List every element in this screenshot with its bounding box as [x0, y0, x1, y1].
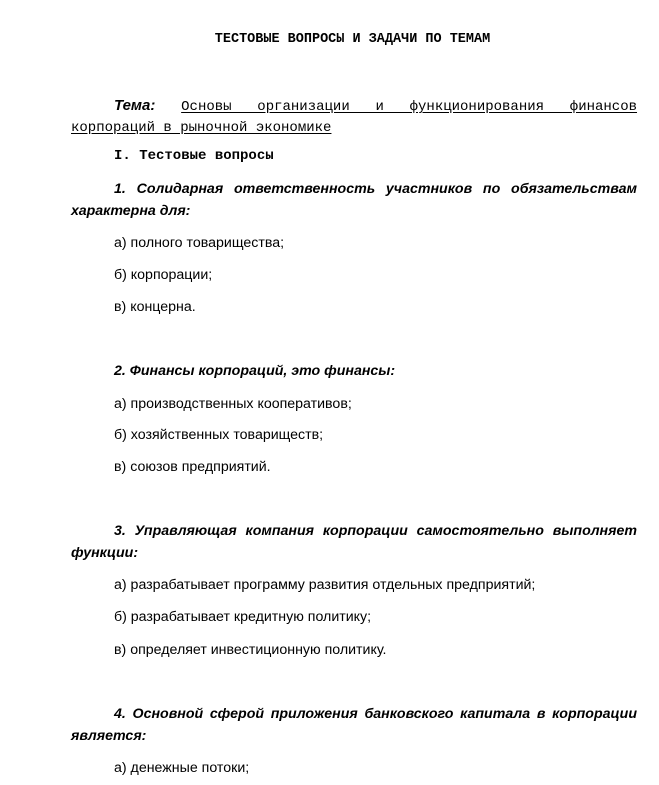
topic-paragraph: [71, 95, 637, 139]
topic-label: Тема:: [114, 97, 156, 114]
question-3: 3. Управляющая компания корпорации самостоятельно выполняет функции:: [71, 523, 637, 561]
question-1-option-a: а) полного товарищества;: [114, 235, 285, 251]
question-3-option-b: б) разрабатывает кредитную политику;: [114, 609, 372, 625]
question-3-option-a: а) разрабатывает программу развития отдельных предприятий;: [114, 577, 536, 593]
question-1-option-b: б) корпорации;: [114, 267, 213, 283]
question-2: 2. Финансы корпораций, это финансы:: [114, 363, 396, 379]
question-2-option-b: б) хозяйственных товариществ;: [114, 427, 324, 443]
question-1-option-c: в) концерна.: [114, 299, 196, 315]
question-2-option-c: в) союзов предприятий.: [114, 459, 271, 475]
document-title: ТЕСТОВЫЕ ВОПРОСЫ И ЗАДАЧИ ПО ТЕМАМ: [214, 32, 491, 47]
question-4-option-a: а) денежные потоки;: [114, 760, 250, 776]
question-4: 4. Основной сферой приложения банковского капитала в корпорации является:: [71, 706, 637, 744]
question-1: 1. Солидарная ответственность участников по обязательствам характерна для:: [71, 181, 637, 219]
topic-text: Основы организации и функционирования финансов корпораций в рыночной экономике: [71, 99, 638, 136]
section-heading: I. Тестовые вопросы: [114, 148, 274, 164]
question-3-option-c: в) определяет инвестиционную политику.: [114, 642, 387, 658]
question-2-option-a: а) производственных кооперативов;: [114, 396, 352, 412]
